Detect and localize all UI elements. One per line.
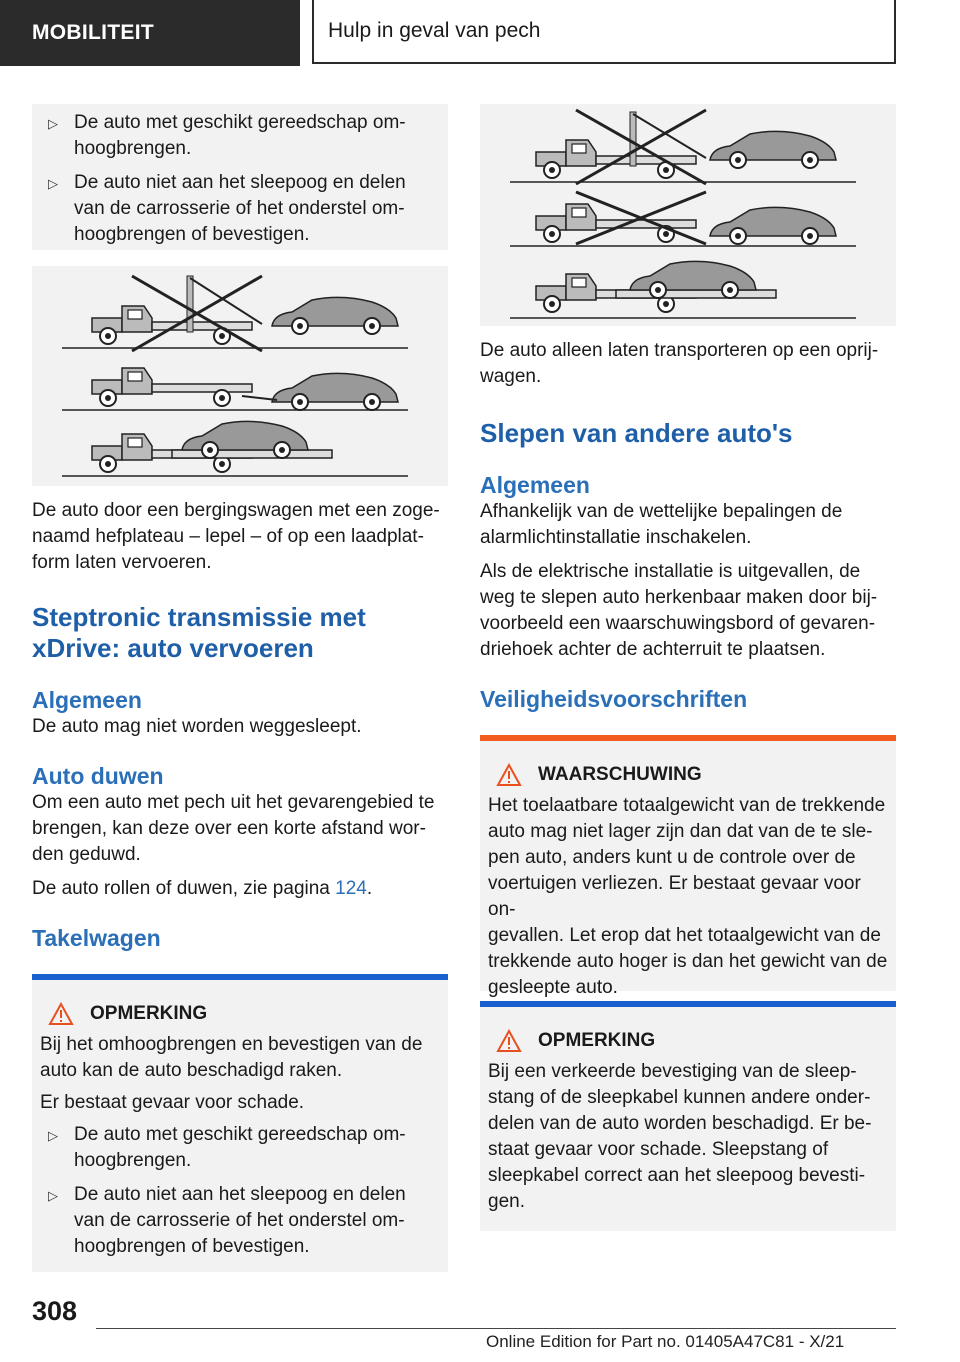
notice-box [32, 974, 448, 1272]
page-header [0, 0, 960, 66]
edition-note: Online Edition for Part no. 01405A47C81 - X/21 [486, 1332, 845, 1351]
warning-triangle-icon [496, 763, 522, 787]
footer-divider [96, 1328, 896, 1329]
subheading-veiligheid: Veiligheidsvoorschriften [480, 686, 748, 712]
notice-title-right: OPMERKING [538, 1030, 656, 1051]
warning-title: WAARSCHUWING [538, 764, 702, 785]
notice-title: OPMERKING [90, 1003, 208, 1024]
list-item: ▷ De auto niet aan het sleepoog en delen van de carrosserie of het onderstel om- hoogbrengen of bevestigen. [48, 172, 406, 245]
section-tab[interactable]: MOBILITEIT [0, 0, 300, 66]
warning-triangle-icon [48, 1002, 74, 1026]
triangle-right-outline-icon: ▷ [48, 1188, 58, 1203]
illustration-caption-right: De auto alleen laten transporteren op een oprij- wagen. [480, 340, 879, 387]
list-item: ▷ De auto met geschikt gereedschap om- hoogbrengen. [48, 1124, 406, 1171]
illustration-caption: De auto door een bergingswagen met een zoge- naamd hefplateau – lepel – of op een laadplat- form laten vervoeren. [32, 500, 440, 573]
notice-text: Bij het omhoogbrengen en bevestigen van de auto kan de auto beschadigd raken. [40, 1034, 423, 1081]
duwen-reference: De auto rollen of duwen, zie pagina 124. [32, 878, 373, 899]
chapter-title: Hulp in geval van pech [312, 0, 896, 64]
tow-truck-illustration [32, 266, 448, 486]
subheading-auto-duwen: Auto duwen [32, 763, 164, 789]
section-heading-steptronic: Steptronic transmissie met xDrive: auto vervoeren [32, 602, 366, 663]
warning-text: Het toelaatbare totaalgewicht van de trekkende auto mag niet lager zijn dan dat van de te sle- pen auto, anders kunt u de controle over de voertuigen verliezen. Er bestaat gevaar voor on- gevallen. Let erop dat het totaalgewicht van de trekkende auto hoger is dan het gewicht van de gesleepte auto. [488, 795, 888, 998]
warning-box [480, 735, 896, 998]
flatbed-illustration [480, 104, 896, 326]
towing-illustration-right [480, 104, 896, 326]
subheading-algemeen-right: Algemeen [480, 472, 590, 498]
triangle-right-outline-icon: ▷ [48, 116, 58, 131]
algemeen-text-2: Als de elektrische installatie is uitgevallen, de weg te slepen auto herkenbaar maken door bij- voorbeeld een waarschuwingsbord of gevaren- driehoek achter de achterruit te plaatsen. [480, 561, 878, 660]
warning-triangle-icon [496, 1029, 522, 1053]
duwen-text: Om een auto met pech uit het gevarengebied te brengen, kan deze over een korte afstand wor- den geduwd. [32, 792, 435, 865]
left-column [32, 104, 448, 1272]
top-bullet-box [32, 104, 448, 250]
notice-text-right: Bij een verkeerde bevestiging van de sleep- stang of de sleepkabel kunnen andere onder- delen van de auto worden beschadigd. Er be- staat gevaar voor schade. Sleepstang of sleepkabel correct aan het sleepoog bevesti- gen. [488, 1061, 872, 1212]
algemeen-text-1: Afhankelijk van de wettelijke bepalingen de alarmlichtinstallatie inschakelen. [480, 501, 843, 548]
page-number: 308 [32, 1296, 78, 1326]
notice-box-right [480, 1001, 896, 1231]
notice-text-2: Er bestaat gevaar voor schade. [40, 1092, 305, 1113]
right-column [480, 104, 896, 1231]
page-link[interactable]: 124 [335, 878, 367, 899]
subheading-takelwagen: Takelwagen [32, 925, 161, 951]
triangle-right-outline-icon: ▷ [48, 1128, 58, 1143]
section-heading-slepen: Slepen van andere auto's [480, 418, 793, 448]
page-footer [0, 1296, 960, 1362]
subheading-algemeen: Algemeen [32, 687, 142, 713]
list-item: ▷ De auto met geschikt gereedschap om- hoogbrengen. [48, 112, 406, 159]
towing-illustration-left [32, 266, 448, 486]
algemeen-text: De auto mag niet worden weggesleept. [32, 716, 362, 737]
triangle-right-outline-icon: ▷ [48, 176, 58, 191]
list-item: ▷ De auto niet aan het sleepoog en delen van de carrosserie of het onderstel om- hoogbrengen of bevestigen. [48, 1184, 406, 1257]
